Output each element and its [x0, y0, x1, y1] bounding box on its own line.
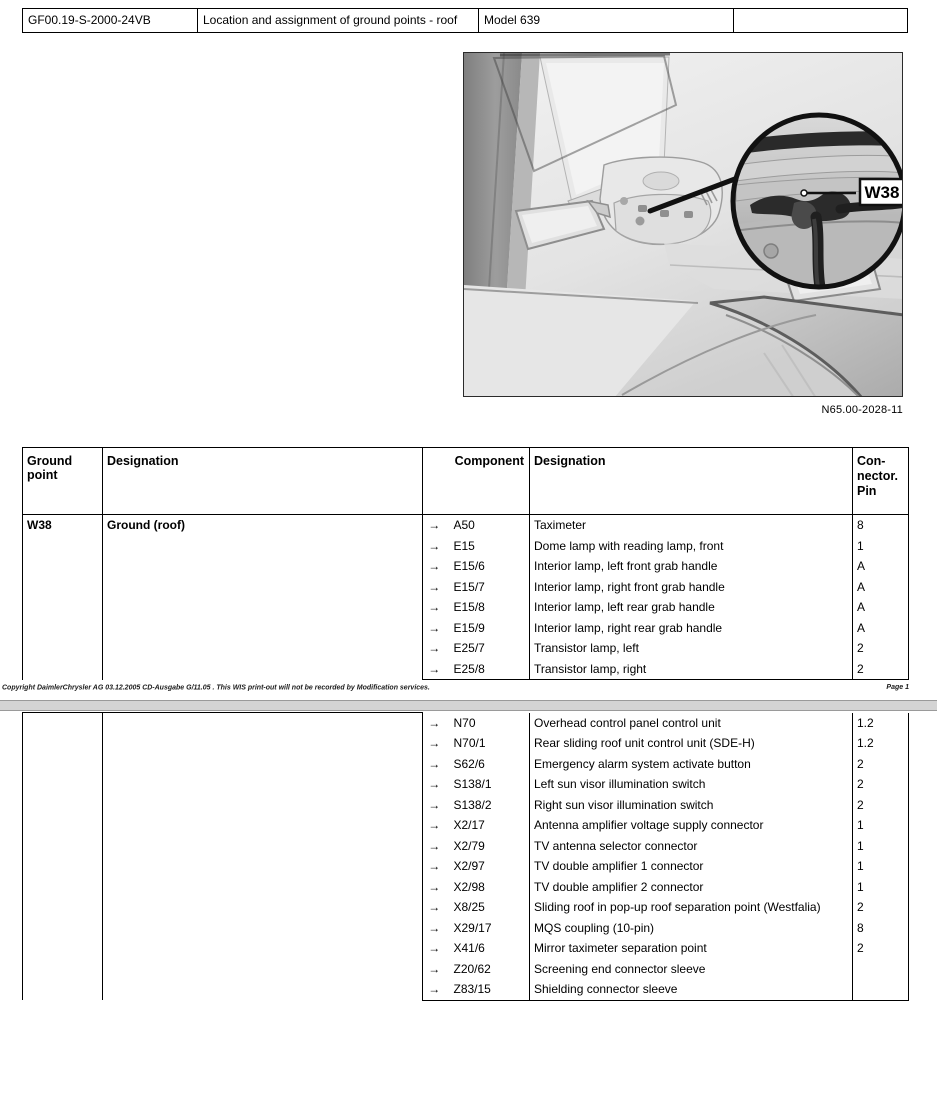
- cell-arrow-icon: →: [423, 918, 446, 939]
- cell-component-designation: Transistor lamp, right: [530, 659, 853, 680]
- cell-arrow-icon: →: [423, 556, 446, 577]
- cell-arrow-icon: →: [423, 597, 446, 618]
- col-header-arrow-spacer: [423, 448, 446, 515]
- cell-component-designation: Interior lamp, left rear grab handle: [530, 597, 853, 618]
- cell-component-code: E15/7: [446, 577, 530, 598]
- cell-ground-designation: Ground (roof): [103, 515, 423, 536]
- cell-component-designation: Shielding connector sleeve: [530, 979, 853, 1000]
- cell-arrow-icon: →: [423, 856, 446, 877]
- cell-connector-pin: A: [853, 577, 909, 598]
- cell-connector-pin: 8: [853, 515, 909, 536]
- cell-connector-pin: 1: [853, 836, 909, 857]
- page-break-separator: [0, 700, 937, 711]
- cell-connector-pin: 1: [853, 815, 909, 836]
- figure-frame: [463, 52, 903, 397]
- cell-component-designation: TV antenna selector connector: [530, 836, 853, 857]
- ground-point-table-page2: [22, 712, 909, 1001]
- cell-component-code: A50: [446, 515, 530, 536]
- cell-component-code: E15: [446, 536, 530, 557]
- cell-component-code: S138/2: [446, 795, 530, 816]
- col-header-designation-right: Designation: [530, 448, 853, 515]
- cell-ground-point-continued: [23, 536, 103, 680]
- cell-arrow-icon: →: [423, 659, 446, 680]
- cell-component-code: E25/7: [446, 638, 530, 659]
- cell-arrow-icon: →: [423, 979, 446, 1000]
- cell-connector-pin: A: [853, 556, 909, 577]
- cell-component-code: S62/6: [446, 754, 530, 775]
- cell-component-designation: Sliding roof in pop-up roof separation point (Westfalia): [530, 897, 853, 918]
- cell-component-code: X2/79: [446, 836, 530, 857]
- cell-component-code: E15/6: [446, 556, 530, 577]
- cell-arrow-icon: →: [423, 638, 446, 659]
- cell-component-designation: TV double amplifier 2 connector: [530, 877, 853, 898]
- cell-arrow-icon: →: [423, 733, 446, 754]
- cell-connector-pin: [853, 979, 909, 1000]
- cell-connector-pin: [853, 959, 909, 980]
- cell-connector-pin: 1: [853, 877, 909, 898]
- cell-component-code: X8/25: [446, 897, 530, 918]
- cell-component-designation: Screening end connector sleeve: [530, 959, 853, 980]
- col-header-connector-pin: [853, 448, 909, 515]
- copyright-notice: Copyright DaimlerChrysler AG 03.12.2005 CD-Ausgabe G/11.05 . This WIS print-out will not be recorded by Modification services.: [2, 684, 430, 692]
- cell-connector-pin: 2: [853, 754, 909, 775]
- cell-arrow-icon: →: [423, 774, 446, 795]
- col-header-component: Component: [446, 448, 530, 515]
- figure-ground-point-photo: [463, 52, 903, 397]
- table-row: [23, 536, 909, 557]
- cell-component-code: E15/9: [446, 618, 530, 639]
- cell-component-code: S138/1: [446, 774, 530, 795]
- table-body-page2: [23, 713, 909, 1001]
- cell-ground-designation-continued: [103, 536, 423, 680]
- cell-component-code: X2/98: [446, 877, 530, 898]
- cell-component-designation: Transistor lamp, left: [530, 638, 853, 659]
- cell-ground-point-continued: [23, 713, 103, 1001]
- cell-component-designation: Interior lamp, right front grab handle: [530, 577, 853, 598]
- cell-connector-pin: 2: [853, 638, 909, 659]
- cell-connector-pin: 2: [853, 938, 909, 959]
- cell-connector-pin: 2: [853, 774, 909, 795]
- header-blank-cell: [734, 9, 907, 32]
- cell-component-designation: MQS coupling (10-pin): [530, 918, 853, 939]
- cell-component-code: Z20/62: [446, 959, 530, 980]
- cell-component-code: X2/97: [446, 856, 530, 877]
- table-row: [23, 515, 909, 536]
- cell-arrow-icon: →: [423, 795, 446, 816]
- ground-point-table-page1: [22, 447, 909, 680]
- cell-arrow-icon: →: [423, 815, 446, 836]
- cell-component-code: E15/8: [446, 597, 530, 618]
- cell-arrow-icon: →: [423, 515, 446, 536]
- table-body-page1: [23, 515, 909, 680]
- cell-component-designation: TV double amplifier 1 connector: [530, 856, 853, 877]
- header-model: Model 639: [479, 9, 734, 32]
- cell-connector-pin: 1.2: [853, 733, 909, 754]
- cell-arrow-icon: →: [423, 897, 446, 918]
- cell-component-designation: Mirror taximeter separation point: [530, 938, 853, 959]
- cell-arrow-icon: →: [423, 713, 446, 734]
- cell-component-code: N70/1: [446, 733, 530, 754]
- cell-connector-pin: 1.2: [853, 713, 909, 734]
- cell-connector-pin: A: [853, 618, 909, 639]
- svg-text:W38: W38: [864, 183, 900, 202]
- table-header-row: [23, 448, 909, 515]
- cell-connector-pin: 1: [853, 536, 909, 557]
- cell-ground-point: W38: [23, 515, 103, 536]
- cell-component-code: X2/17: [446, 815, 530, 836]
- cell-arrow-icon: →: [423, 836, 446, 857]
- cell-arrow-icon: →: [423, 577, 446, 598]
- cell-connector-pin: 2: [853, 659, 909, 680]
- cell-connector-pin: 2: [853, 795, 909, 816]
- vehicle-roof-photo-illustration: [464, 53, 903, 397]
- cell-arrow-icon: →: [423, 938, 446, 959]
- cell-component-designation: Overhead control panel control unit: [530, 713, 853, 734]
- cell-component-code: X29/17: [446, 918, 530, 939]
- cell-arrow-icon: →: [423, 754, 446, 775]
- cell-component-designation: Emergency alarm system activate button: [530, 754, 853, 775]
- cell-component-designation: Left sun visor illumination switch: [530, 774, 853, 795]
- cell-component-designation: Interior lamp, left front grab handle: [530, 556, 853, 577]
- cell-component-designation: Antenna amplifier voltage supply connector: [530, 815, 853, 836]
- figure-caption: N65.00-2028-11: [821, 404, 903, 416]
- cell-component-designation: Taximeter: [530, 515, 853, 536]
- cell-connector-pin: 8: [853, 918, 909, 939]
- figure-callout-w38: [860, 179, 903, 205]
- cell-component-designation: Interior lamp, right rear grab handle: [530, 618, 853, 639]
- connector-pin-line-1: Con-: [857, 454, 886, 468]
- connector-pin-line-2: nector.: [857, 469, 898, 483]
- cell-arrow-icon: →: [423, 877, 446, 898]
- cell-arrow-icon: →: [423, 536, 446, 557]
- cell-component-code: X41/6: [446, 938, 530, 959]
- cell-component-designation: Rear sliding roof unit control unit (SDE-H): [530, 733, 853, 754]
- cell-component-code: N70: [446, 713, 530, 734]
- cell-ground-designation-continued: [103, 713, 423, 1001]
- cell-arrow-icon: →: [423, 618, 446, 639]
- page-footer: [0, 684, 937, 698]
- page-number: Page 1: [886, 684, 909, 691]
- col-header-ground-point: Ground point: [23, 448, 103, 515]
- cell-component-code: Z83/15: [446, 979, 530, 1000]
- cell-connector-pin: 2: [853, 897, 909, 918]
- cell-component-code: E25/8: [446, 659, 530, 680]
- col-header-designation-left: Designation: [103, 448, 423, 515]
- connector-pin-line-3: Pin: [857, 484, 877, 498]
- cell-connector-pin: A: [853, 597, 909, 618]
- cell-component-designation: Dome lamp with reading lamp, front: [530, 536, 853, 557]
- header-document-id: GF00.19-S-2000-24VB: [23, 9, 198, 32]
- header-document-title: Location and assignment of ground points - roof: [198, 9, 479, 32]
- cell-component-designation: Right sun visor illumination switch: [530, 795, 853, 816]
- table-row: [23, 713, 909, 734]
- document-header-bar: [22, 8, 908, 33]
- cell-connector-pin: 1: [853, 856, 909, 877]
- cell-arrow-icon: →: [423, 959, 446, 980]
